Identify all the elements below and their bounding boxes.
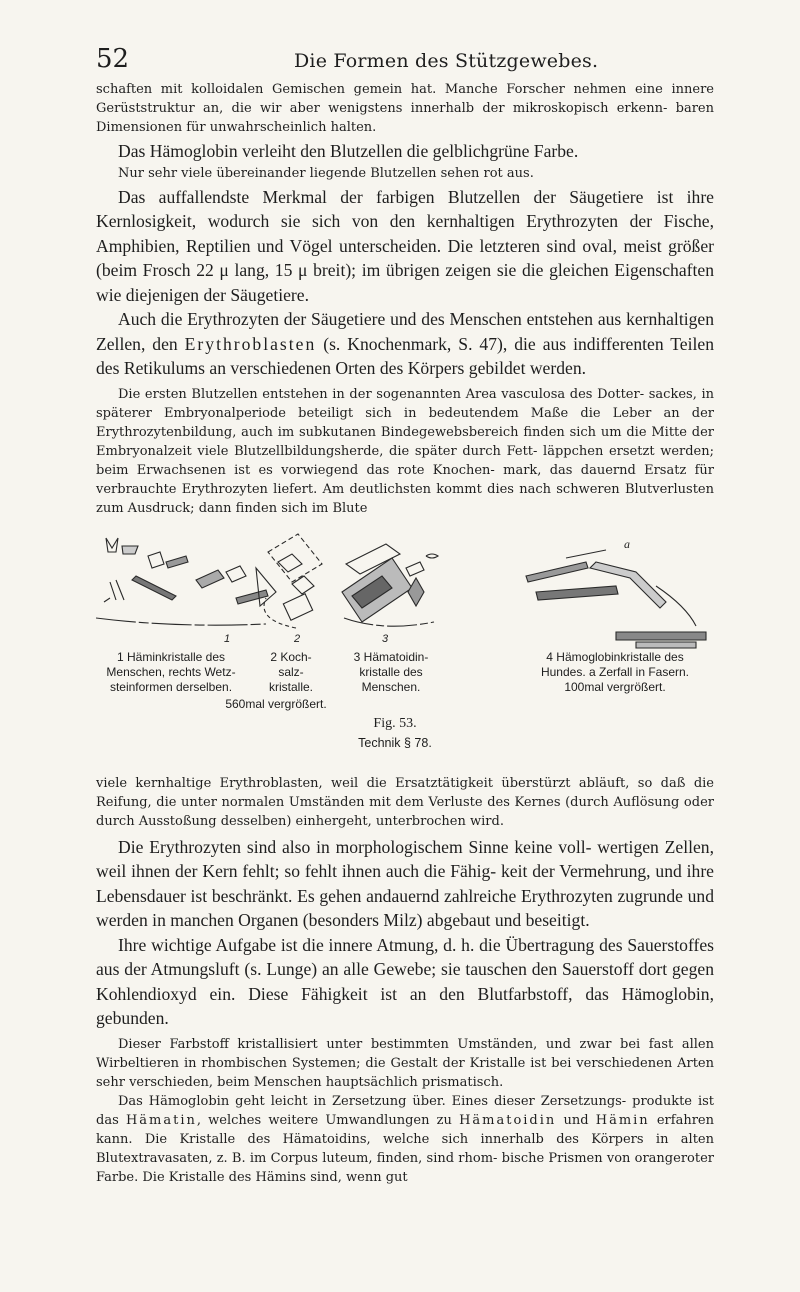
paragraph-7: viele kernhaltige Erythroblasten, weil die Ersatztätigkeit überstürzt abläuft, so daß die Reifung, die unter normalen Umständen mit dem Verluste des Kernes (durch Auflösung oder durch Ausstoßung desselben) einhergeht, unterbrochen wird. — [96, 775, 714, 829]
paragraph-9: Ihre wichtige Aufgabe ist die innere Atmung, d. h. die Übertragung des Sauerstoffes aus der Atmungsluft (s. Lunge) an alle Gewebe; sie tauschen den Sauerstoff dort gegen Kohlendioxyd ein. Diese Fähigkeit ist an den Blutfarbstoff, das Hämoglobin, gebunden. — [96, 934, 714, 1028]
p11-text-e: und — [556, 1112, 596, 1128]
caption-2-line-3: kristalle. — [268, 679, 313, 694]
figure-technique-ref: Technik § 78. — [358, 735, 432, 750]
caption-4-line-2: Hundes. a Zerfall in Fasern. — [540, 664, 690, 679]
hemin-crystal-drawing — [106, 538, 118, 552]
page-number: 52 — [96, 44, 130, 74]
p11-term-haematin: Hämatin — [125, 1112, 197, 1128]
figure-number-2: 2 — [294, 632, 301, 645]
magnification-left: 560mal vergrößert. — [225, 696, 327, 711]
p11-text-c: , welches weitere Umwandlungen zu — [196, 1112, 460, 1128]
p5-term-erythroblasten: Erythroblasten — [184, 333, 317, 354]
caption-1 — [96, 650, 246, 695]
figure-label-a: a — [624, 536, 630, 551]
caption-4-line-3: 100mal vergrößert. — [564, 679, 666, 694]
paragraph-1: schaften mit kolloidalen Gemischen gemein hat. Manche Forscher nehmen eine innere Gerüststruktur an, die wir aber wenigstens innerhalb der mikroskopisch erkenn- baren Dimensionen für unwahrscheinlich halten. — [96, 82, 714, 135]
caption-3-line-1: 3 Hämatoidin- — [353, 649, 429, 664]
paragraph-11 — [96, 1092, 714, 1187]
paragraph-10: Dieser Farbstoff kristallisiert unter bestimmten Umständen, und zwar bei fast allen Wirbeltieren in rhombischen Systemen; die Gestalt der Kristalle ist bei verschiedenen Arten sehr verschieden, beim Menschen hauptsächlich prismatisch. — [96, 1036, 714, 1090]
paragraph-8: Die Erythrozyten sind also in morphologischem Sinne keine voll- wertigen Zellen, weil ihnen der Kern fehlt; so fehlt ihnen auch die Fähig- keit der Vermehrung, und ihre Lebensdauer ist beschränkt. Es gehen andauernd zahlreiche Erythrozyten zugrunde und werden in manchen Organen (besonders Milz) abgebaut und beseitigt. — [96, 836, 714, 930]
paragraph-4: Das auffallendste Merkmal der farbigen Blutzellen der Säugetiere ist ihre Kernlosigkeit, wodurch sie sich von den kernhaltigen Erythrozyten der Fische, Amphibien, Reptilien und Vögel unterscheiden. Die letzteren sind oval, meist größer (beim Frosch 22 μ lang, 15 μ breit); im übrigen zeigen sie die gleichen Eigenschaften wie diejenigen der Säugetiere. — [96, 186, 714, 305]
p5-text-c: (s. Knochenmark, S. 47), die aus indifferenten Teilen des Retikulums an verschiedenen Orten des Körpers gebildet werden. — [96, 333, 714, 378]
caption-1-line-1: 1 Häminkristalle des — [116, 649, 226, 664]
p5-text-a: Auch die Erythrozyten der Säugetiere und des Menschen entstehen aus kernhaltigen Zellen, den — [96, 309, 714, 354]
paragraph-5 — [96, 307, 714, 381]
caption-3 — [336, 650, 446, 695]
running-title: Die Formen des Stützgewebes. — [294, 50, 599, 72]
caption-2 — [246, 650, 336, 695]
caption-1-line-2: Menschen, rechts Wetz- — [106, 664, 236, 679]
figure-number-3: 3 — [382, 632, 389, 645]
page-header — [96, 44, 714, 74]
caption-1-line-3: steinformen derselben. — [109, 679, 233, 694]
p11-term-haemin: Hämin — [595, 1112, 650, 1128]
caption-2-line-1: 2 Koch- — [270, 649, 312, 664]
p11-text-g: erfahren kann. Die Kristalle des Hämatoidins, welche sich innerhalb des Körpers in alten Blutextravasaten, z. B. im Corpus luteum, finden, sind rhom- bische Prismen von orangeroter Farbe. Die Kristalle des Hämins sind, wenn gut — [96, 1112, 714, 1185]
caption-2-line-2: salz- — [278, 664, 304, 679]
p11-term-haematoidin: Hämatoidin — [459, 1112, 557, 1128]
caption-4 — [516, 650, 714, 695]
figure-53 — [96, 532, 714, 768]
figure-number-1: 1 — [224, 632, 231, 645]
paragraph-6: Die ersten Blutzellen entstehen in der sogenannten Area vasculosa des Dotter- sackes, in späterer Embryonalperiode beteiligt sich in bedeutendem Maße die Leber an der Erythrozytenbildung, auch im subkutanen Bindegewebsbereich finden sich um die Mitte der Embryonalzeit viele Blutzellbildungsherde, die später durch Fett- läppchen ersetzt werden; beim Erwachsenen ist es vorwiegend das rote Knochen- mark, das dauernd Ersatz für verbrauchte Erythrozyten liefert. Am deutlichsten kommt dies nach schweren Blutverlusten zum Ausdruck; dann finden sich im Blute — [96, 386, 714, 516]
figure-title: Fig. 53. — [373, 715, 417, 731]
caption-3-line-3: Menschen. — [361, 679, 421, 694]
caption-3-line-2: kristalle des — [359, 664, 423, 679]
p11-text-a: Das Hämoglobin geht leicht in Zersetzung über. Eines dieser Zersetzungs- produkte ist das — [96, 1093, 714, 1128]
caption-4-line-1: 4 Hämoglobinkristalle des — [546, 649, 684, 664]
paragraph-2: Das Hämoglobin verleiht den Blutzellen die gelblichgrüne Farbe. — [118, 141, 579, 161]
paragraph-3: Nur sehr viele übereinander liegende Blutzellen sehen rot aus. — [118, 165, 534, 181]
book-page — [96, 44, 714, 1187]
